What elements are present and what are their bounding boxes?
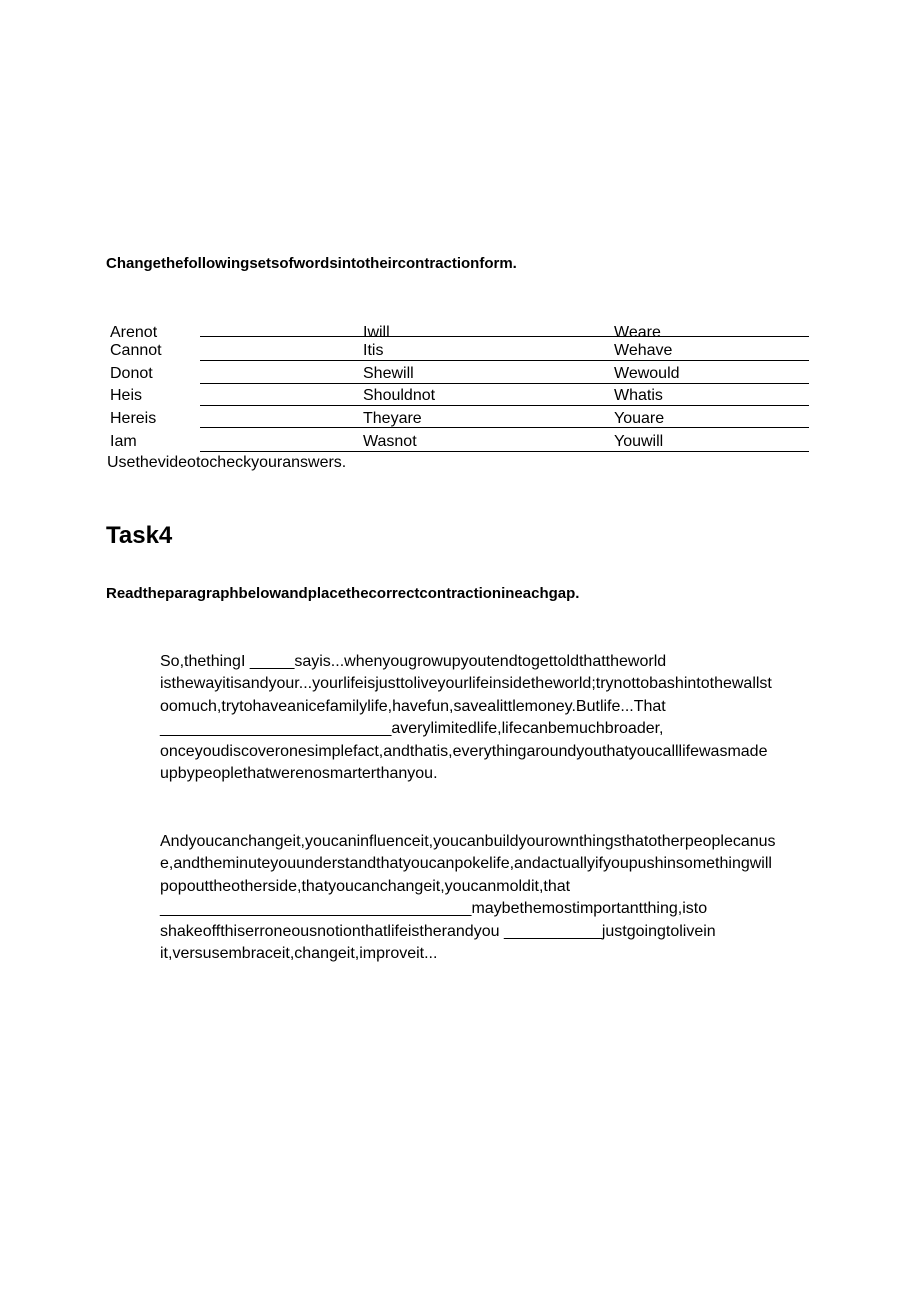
text-segment: shakeoffthiserroneousnotionthatlifeistherandyou: [160, 922, 504, 940]
table-cell: Youwill: [614, 433, 664, 450]
table-cell: Iwill: [363, 324, 390, 341]
instruction-paragraph: Readtheparagraphbelowandplacethecorrectcontractionineachgap.: [106, 585, 580, 602]
table-cell: Wehave: [614, 342, 673, 359]
answer-line: [200, 336, 809, 337]
text-segment: sayis...whenyougrowupyoutendtogettoldthattheworld: [294, 653, 667, 670]
gap-blank[interactable]: _____: [249, 653, 295, 670]
table-cell: Theyare: [363, 410, 422, 427]
table-cell: Youare: [614, 410, 665, 427]
text-segment: isthewayitisandyour...yourlifeisjusttoliveyourlifeinsidetheworld;trynottobashintothewallst: [160, 675, 772, 693]
text-segment: onceyoudiscoveronesimplefact,andthatis,everythingaroundyouthatyoucalllifewasmade: [160, 742, 768, 760]
table-cell: Wewould: [614, 365, 680, 382]
task-heading: Task4: [106, 522, 173, 549]
table-cell: Iam: [110, 433, 137, 450]
answer-line: [200, 427, 809, 428]
paragraph-line: [160, 876, 776, 898]
paragraph-line: [160, 831, 776, 853]
table-cell: Wasnot: [363, 433, 417, 450]
table-cell: Itis: [363, 342, 384, 359]
table-cell: Shouldnot: [363, 387, 436, 404]
answer-line: [200, 383, 809, 384]
text-segment: averylimitedlife,lifecanbemuchbroader,: [391, 720, 664, 738]
answer-line: [200, 360, 809, 361]
paragraph-line: [160, 853, 776, 875]
paragraph-line: [160, 921, 776, 943]
text-segment: upbypeoplethatwerenosmarterthanyou.: [160, 764, 438, 782]
answer-line: [200, 405, 809, 406]
paragraph-line: [160, 718, 772, 740]
table-cell: Heis: [110, 387, 143, 404]
paragraph-line: [160, 696, 772, 718]
table-cell: Hereis: [110, 410, 157, 427]
table-cell: Shewill: [363, 365, 414, 382]
check-answers-note: Usethevideotocheckyouranswers.: [107, 454, 347, 471]
table-cell: Weare: [614, 324, 661, 341]
text-segment: Andyoucanchangeit,youcaninfluenceit,youcanbuildyourownthingsthatotherpeoplecanus: [160, 833, 776, 850]
answer-line: [200, 451, 809, 452]
paragraph-line: [160, 651, 772, 673]
paragraph-1: [160, 651, 772, 785]
paragraph-line: [160, 943, 776, 965]
table-cell: Arenot: [110, 324, 158, 341]
paragraph-line: [160, 763, 772, 785]
text-segment: So,thethingI: [160, 653, 250, 670]
paragraph-line: [160, 741, 772, 763]
text-segment: e,andtheminuteyouunderstandthatyoucanpokelife,andactuallyifyoupushinsomethingwill: [160, 855, 772, 873]
instruction-contractions: Changethefollowingsetsofwordsintotheircontractionform.: [106, 255, 517, 272]
paragraph-line: [160, 898, 776, 920]
table-cell: Whatis: [614, 387, 663, 404]
table-cell: Cannot: [110, 342, 162, 359]
text-segment: it,versusembraceit,changeit,improveit...: [160, 944, 438, 962]
paragraph-line: [160, 673, 772, 695]
gap-blank[interactable]: ___________________________________: [160, 900, 472, 918]
text-segment: justgoingtolivein: [601, 922, 716, 940]
gap-blank[interactable]: __________________________: [160, 720, 392, 738]
paragraph-2: [160, 831, 776, 965]
table-cell: Donot: [110, 365, 153, 382]
gap-blank[interactable]: ___________: [503, 922, 602, 940]
text-segment: oomuch,trytohaveanicefamilylife,havefun,savealittlemoney.Butlife...That: [160, 697, 666, 715]
text-segment: popouttheotherside,thatyoucanchangeit,youcanmoldit,that: [160, 877, 571, 895]
text-segment: maybethemostimportantthing,isto: [471, 900, 708, 918]
contraction-table: [0, 0, 920, 470]
